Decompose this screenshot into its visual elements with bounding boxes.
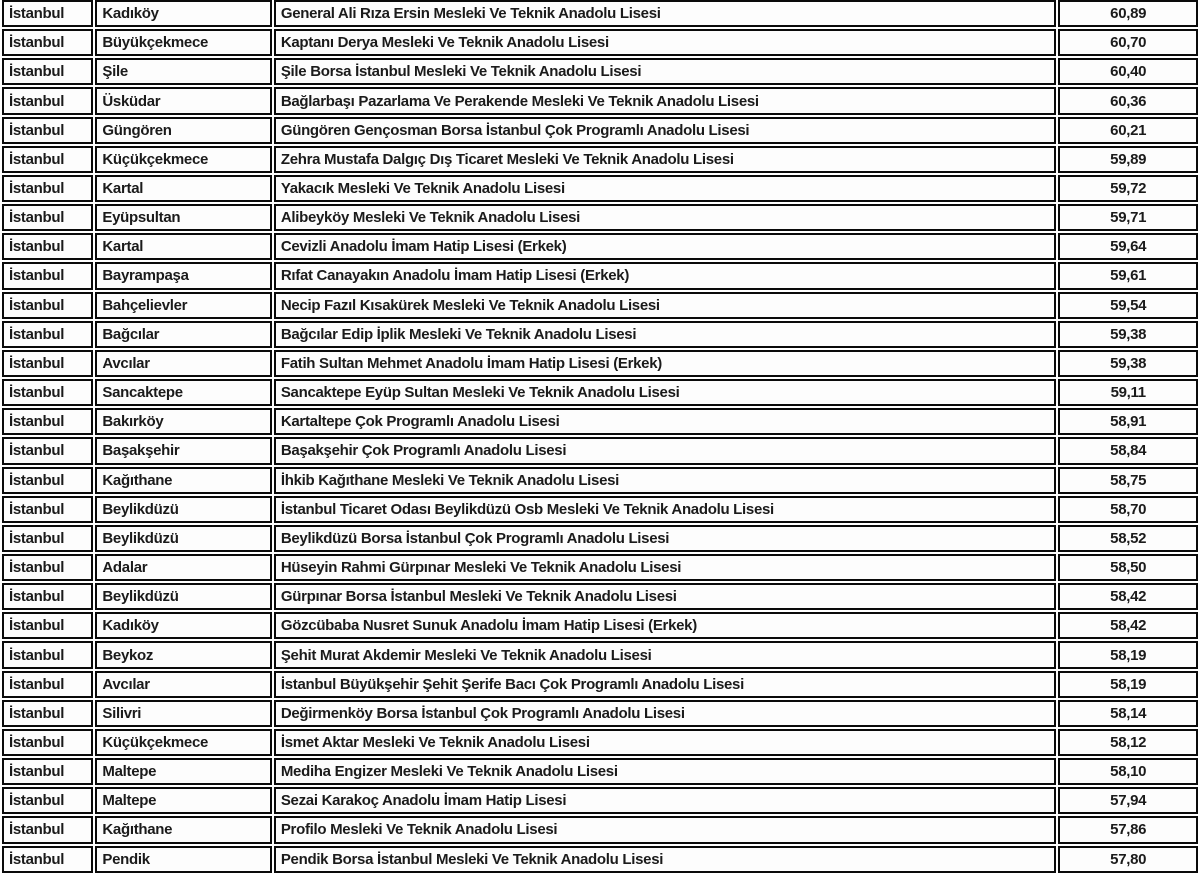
city-cell: İstanbul	[2, 117, 93, 144]
table-row	[2, 58, 1198, 85]
table-row	[2, 525, 1198, 552]
city-cell: İstanbul	[2, 0, 93, 27]
school-cell: Necip Fazıl Kısakürek Mesleki Ve Teknik Anadolu Lisesi	[274, 292, 1057, 319]
school-cell: Cevizli Anadolu İmam Hatip Lisesi (Erkek)	[274, 233, 1057, 260]
table-row	[2, 29, 1198, 56]
table-row	[2, 846, 1198, 873]
district-cell: Avcılar	[95, 350, 271, 377]
table-row	[2, 583, 1198, 610]
score-cell: 57,80	[1058, 846, 1198, 873]
district-cell: Şile	[95, 58, 271, 85]
table-row	[2, 671, 1198, 698]
city-cell: İstanbul	[2, 175, 93, 202]
table-row	[2, 350, 1198, 377]
table-row	[2, 816, 1198, 843]
table-row	[2, 0, 1198, 27]
school-cell: Bağcılar Edip İplik Mesleki Ve Teknik Anadolu Lisesi	[274, 321, 1057, 348]
table-row	[2, 787, 1198, 814]
table-row	[2, 467, 1198, 494]
score-cell: 59,61	[1058, 262, 1198, 289]
table-row	[2, 700, 1198, 727]
school-cell: Şile Borsa İstanbul Mesleki Ve Teknik Anadolu Lisesi	[274, 58, 1057, 85]
school-cell: Rıfat Canayakın Anadolu İmam Hatip Lisesi (Erkek)	[274, 262, 1057, 289]
table-row	[2, 554, 1198, 581]
school-cell: Hüseyin Rahmi Gürpınar Mesleki Ve Teknik Anadolu Lisesi	[274, 554, 1057, 581]
table-row	[2, 612, 1198, 639]
score-cell: 58,75	[1058, 467, 1198, 494]
city-cell: İstanbul	[2, 350, 93, 377]
score-cell: 59,38	[1058, 350, 1198, 377]
city-cell: İstanbul	[2, 758, 93, 785]
score-cell: 58,42	[1058, 612, 1198, 639]
district-cell: Başakşehir	[95, 437, 271, 464]
school-cell: Güngören Gençosman Borsa İstanbul Çok Programlı Anadolu Lisesi	[274, 117, 1057, 144]
city-cell: İstanbul	[2, 321, 93, 348]
city-cell: İstanbul	[2, 408, 93, 435]
score-cell: 58,52	[1058, 525, 1198, 552]
district-cell: Avcılar	[95, 671, 271, 698]
table-row	[2, 233, 1198, 260]
school-cell: Kartaltepe Çok Programlı Anadolu Lisesi	[274, 408, 1057, 435]
score-cell: 59,11	[1058, 379, 1198, 406]
table-row	[2, 204, 1198, 231]
district-cell: Küçükçekmece	[95, 729, 271, 756]
district-cell: Bahçelievler	[95, 292, 271, 319]
score-cell: 58,12	[1058, 729, 1198, 756]
score-cell: 59,64	[1058, 233, 1198, 260]
score-cell: 59,72	[1058, 175, 1198, 202]
city-cell: İstanbul	[2, 233, 93, 260]
score-cell: 60,70	[1058, 29, 1198, 56]
district-cell: Kağıthane	[95, 816, 271, 843]
district-cell: Bayrampaşa	[95, 262, 271, 289]
district-cell: Kağıthane	[95, 467, 271, 494]
table-row	[2, 408, 1198, 435]
score-cell: 59,71	[1058, 204, 1198, 231]
school-cell: İstanbul Büyükşehir Şehit Şerife Bacı Çok Programlı Anadolu Lisesi	[274, 671, 1057, 698]
city-cell: İstanbul	[2, 612, 93, 639]
city-cell: İstanbul	[2, 262, 93, 289]
district-cell: Sancaktepe	[95, 379, 271, 406]
city-cell: İstanbul	[2, 700, 93, 727]
school-cell: General Ali Rıza Ersin Mesleki Ve Teknik Anadolu Lisesi	[274, 0, 1057, 27]
district-cell: Eyüpsultan	[95, 204, 271, 231]
score-cell: 60,21	[1058, 117, 1198, 144]
school-cell: İstanbul Ticaret Odası Beylikdüzü Osb Mesleki Ve Teknik Anadolu Lisesi	[274, 496, 1057, 523]
school-cell: Mediha Engizer Mesleki Ve Teknik Anadolu Lisesi	[274, 758, 1057, 785]
district-cell: Maltepe	[95, 787, 271, 814]
district-cell: Kadıköy	[95, 612, 271, 639]
school-cell: Pendik Borsa İstanbul Mesleki Ve Teknik Anadolu Lisesi	[274, 846, 1057, 873]
city-cell: İstanbul	[2, 583, 93, 610]
score-cell: 58,70	[1058, 496, 1198, 523]
score-cell: 60,89	[1058, 0, 1198, 27]
district-cell: Maltepe	[95, 758, 271, 785]
city-cell: İstanbul	[2, 58, 93, 85]
district-cell: Beylikdüzü	[95, 496, 271, 523]
school-cell: Şehit Murat Akdemir Mesleki Ve Teknik Anadolu Lisesi	[274, 641, 1057, 668]
score-cell: 60,40	[1058, 58, 1198, 85]
school-cell: Alibeyköy Mesleki Ve Teknik Anadolu Lisesi	[274, 204, 1057, 231]
district-cell: Bakırköy	[95, 408, 271, 435]
district-cell: Silivri	[95, 700, 271, 727]
city-cell: İstanbul	[2, 292, 93, 319]
table-row	[2, 379, 1198, 406]
district-cell: Kartal	[95, 175, 271, 202]
school-cell: Zehra Mustafa Dalgıç Dış Ticaret Mesleki Ve Teknik Anadolu Lisesi	[274, 146, 1057, 173]
table-row	[2, 146, 1198, 173]
school-cell: Sancaktepe Eyüp Sultan Mesleki Ve Teknik Anadolu Lisesi	[274, 379, 1057, 406]
city-cell: İstanbul	[2, 204, 93, 231]
school-cell: Değirmenköy Borsa İstanbul Çok Programlı Anadolu Lisesi	[274, 700, 1057, 727]
school-cell: Gürpınar Borsa İstanbul Mesleki Ve Teknik Anadolu Lisesi	[274, 583, 1057, 610]
score-cell: 58,14	[1058, 700, 1198, 727]
table-row	[2, 641, 1198, 668]
city-cell: İstanbul	[2, 525, 93, 552]
district-cell: Büyükçekmece	[95, 29, 271, 56]
city-cell: İstanbul	[2, 816, 93, 843]
table-row	[2, 321, 1198, 348]
district-cell: Adalar	[95, 554, 271, 581]
school-cell: Gözcübaba Nusret Sunuk Anadolu İmam Hatip Lisesi (Erkek)	[274, 612, 1057, 639]
school-cell: Başakşehir Çok Programlı Anadolu Lisesi	[274, 437, 1057, 464]
city-cell: İstanbul	[2, 146, 93, 173]
table-row	[2, 758, 1198, 785]
city-cell: İstanbul	[2, 87, 93, 114]
score-cell: 59,89	[1058, 146, 1198, 173]
city-cell: İstanbul	[2, 787, 93, 814]
score-cell: 58,91	[1058, 408, 1198, 435]
school-cell: Beylikdüzü Borsa İstanbul Çok Programlı Anadolu Lisesi	[274, 525, 1057, 552]
city-cell: İstanbul	[2, 467, 93, 494]
district-cell: Beylikdüzü	[95, 583, 271, 610]
score-cell: 58,50	[1058, 554, 1198, 581]
district-cell: Beykoz	[95, 641, 271, 668]
district-cell: Güngören	[95, 117, 271, 144]
table-row	[2, 262, 1198, 289]
district-cell: Kadıköy	[95, 0, 271, 27]
table-body	[2, 0, 1198, 873]
school-cell: Profilo Mesleki Ve Teknik Anadolu Lisesi	[274, 816, 1057, 843]
district-cell: Küçükçekmece	[95, 146, 271, 173]
city-cell: İstanbul	[2, 437, 93, 464]
score-cell: 59,38	[1058, 321, 1198, 348]
school-cell: İsmet Aktar Mesleki Ve Teknik Anadolu Lisesi	[274, 729, 1057, 756]
score-cell: 57,86	[1058, 816, 1198, 843]
district-cell: Beylikdüzü	[95, 525, 271, 552]
school-cell: Bağlarbaşı Pazarlama Ve Perakende Mesleki Ve Teknik Anadolu Lisesi	[274, 87, 1057, 114]
score-cell: 58,19	[1058, 641, 1198, 668]
score-cell: 60,36	[1058, 87, 1198, 114]
district-cell: Üsküdar	[95, 87, 271, 114]
city-cell: İstanbul	[2, 671, 93, 698]
score-cell: 58,84	[1058, 437, 1198, 464]
school-cell: Kaptanı Derya Mesleki Ve Teknik Anadolu Lisesi	[274, 29, 1057, 56]
district-cell: Kartal	[95, 233, 271, 260]
table-row	[2, 292, 1198, 319]
city-cell: İstanbul	[2, 379, 93, 406]
table-row	[2, 496, 1198, 523]
table-row	[2, 117, 1198, 144]
city-cell: İstanbul	[2, 496, 93, 523]
school-cell: Fatih Sultan Mehmet Anadolu İmam Hatip Lisesi (Erkek)	[274, 350, 1057, 377]
score-cell: 57,94	[1058, 787, 1198, 814]
table-row	[2, 729, 1198, 756]
city-cell: İstanbul	[2, 729, 93, 756]
school-cell: İhkib Kağıthane Mesleki Ve Teknik Anadolu Lisesi	[274, 467, 1057, 494]
table-row	[2, 437, 1198, 464]
table-row	[2, 175, 1198, 202]
score-cell: 58,10	[1058, 758, 1198, 785]
score-cell: 58,19	[1058, 671, 1198, 698]
city-cell: İstanbul	[2, 554, 93, 581]
score-cell: 58,42	[1058, 583, 1198, 610]
district-cell: Bağcılar	[95, 321, 271, 348]
city-cell: İstanbul	[2, 846, 93, 873]
city-cell: İstanbul	[2, 641, 93, 668]
city-cell: İstanbul	[2, 29, 93, 56]
score-cell: 59,54	[1058, 292, 1198, 319]
table-row	[2, 87, 1198, 114]
school-cell: Yakacık Mesleki Ve Teknik Anadolu Lisesi	[274, 175, 1057, 202]
school-cell: Sezai Karakoç Anadolu İmam Hatip Lisesi	[274, 787, 1057, 814]
district-cell: Pendik	[95, 846, 271, 873]
